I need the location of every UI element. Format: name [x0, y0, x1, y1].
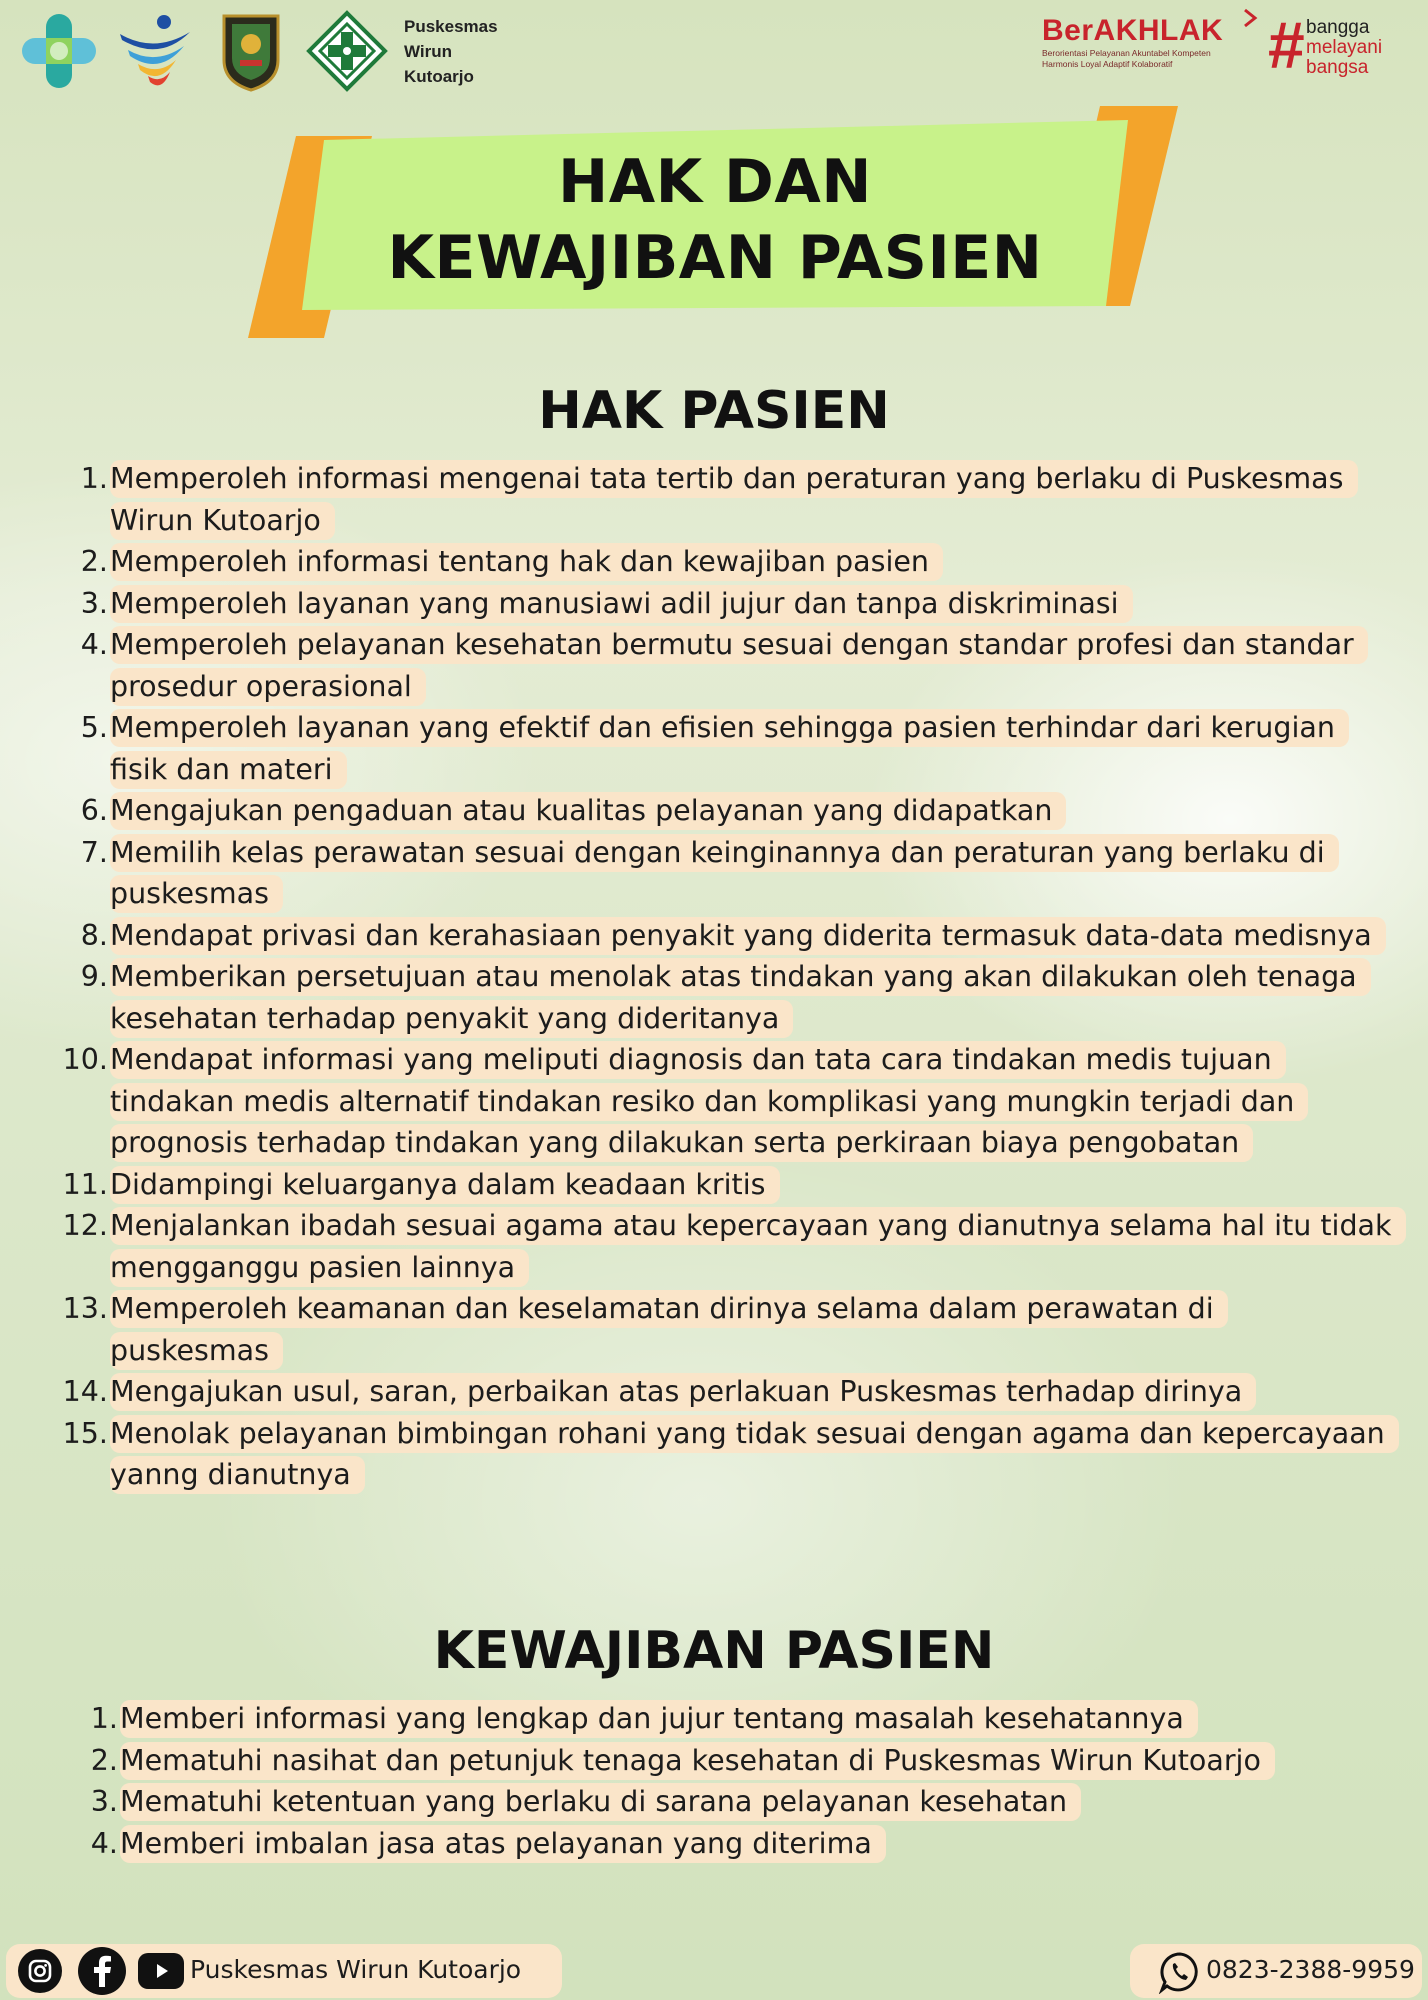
list-item-text-wrap [110, 1413, 1392, 1496]
list-item-number: 11. [62, 1167, 108, 1201]
list-item [62, 915, 1392, 957]
puskesmas-name [404, 14, 498, 89]
list-item [62, 1371, 1392, 1413]
whatsapp-icon[interactable] [1158, 1950, 1202, 1994]
list-item [62, 1164, 1392, 1206]
list-item [62, 1413, 1392, 1496]
list-item-text: Memilih kelas perawatan sesuai dengan keinginannya dan peraturan yang berlaku di puskesmas [110, 834, 1339, 914]
header-logos [18, 10, 498, 92]
list-item-number: 8. [80, 918, 108, 952]
list-item-text-wrap [110, 458, 1392, 541]
list-item [62, 541, 1392, 583]
list-item-text: Menjalankan ibadah sesuai agama atau kepercayaan yang dianutnya selama hal itu tidak mengganggu pasien lainnya [110, 1207, 1406, 1287]
list-item-text-wrap [120, 1698, 1372, 1740]
list-item-text: Didampingi keluarganya dalam keadaan kritis [110, 1166, 780, 1204]
berakhlak-subtitle: Berorientasi Pelayanan Akuntabel Kompeten [1042, 48, 1211, 58]
list-item [62, 956, 1392, 1039]
list-item [62, 707, 1392, 790]
hash-icon: # [1268, 8, 1305, 82]
list-item-text: Mendapat informasi yang meliputi diagnosis dan tata cara tindakan medis tujuan tindakan medis alternatif tindakan resiko dan komplikasi yang mungkin terjadi dan prognosis terhadap tindakan yang dilakukan serta perkiraan biaya pengobatan [110, 1041, 1308, 1162]
list-item [62, 1205, 1392, 1288]
list-item [72, 1823, 1372, 1865]
page-title [320, 144, 1110, 296]
list-item-number: 4. [90, 1826, 118, 1860]
list-item-number: 1. [90, 1702, 118, 1735]
bangga-melayani-bangsa-logo [1268, 8, 1418, 86]
list-item-number: 9. [80, 960, 108, 993]
list-item-number: 7. [80, 835, 108, 869]
facebook-icon[interactable] [78, 1947, 126, 1995]
list-item-text-wrap [120, 1781, 1372, 1823]
list-item-number: 15. [62, 1416, 108, 1450]
list-item-text: Mengajukan pengaduan atau kualitas pelayanan yang didapatkan [110, 792, 1066, 830]
bangga-word: melayani [1306, 37, 1383, 58]
kemenkes-logo [18, 10, 100, 92]
list-item-number: 5. [80, 711, 108, 744]
list-item-text-wrap [110, 1164, 1392, 1206]
list-item [72, 1698, 1372, 1740]
bangga-word: bangga [1306, 17, 1370, 38]
list-item-number: 3. [90, 1785, 118, 1818]
list-item-text: Memperoleh pelayanan kesehatan bermutu sesuai dengan standar profesi dan standar prosedur operasional [110, 626, 1368, 706]
list-item [72, 1781, 1372, 1823]
list-item-number: 13. [62, 1292, 108, 1325]
list-item [62, 583, 1392, 625]
instagram-icon[interactable] [18, 1949, 62, 1993]
list-item-text: Memperoleh keamanan dan keselamatan dirinya selama dalam perawatan di puskesmas [110, 1290, 1228, 1370]
list-item [72, 1740, 1372, 1782]
list-item-number: 4. [80, 628, 108, 661]
list-item-text-wrap [110, 790, 1392, 832]
hak-heading: HAK PASIEN [538, 381, 890, 441]
list-item-text: Memperoleh informasi mengenai tata tertib dan peraturan yang berlaku di Puskesmas Wirun Kutoarjo [110, 460, 1358, 540]
purworejo-seal-logo [210, 10, 292, 92]
list-item-text: Mematuhi nasihat dan petunjuk tenaga kesehatan di Puskesmas Wirun Kutoarjo [120, 1742, 1275, 1780]
footer-phone-number[interactable]: 0823-2388-9959 [1206, 1955, 1415, 1984]
list-item-text-wrap [110, 832, 1392, 915]
list-item-number: 6. [80, 794, 108, 827]
puskesmas-name-line: Wirun [404, 41, 453, 61]
berakhlak-logo [1042, 14, 1262, 70]
list-item-text: Memberikan persetujuan atau menolak atas tindakan yang akan dilakukan oleh tenaga kesehatan terhadap penyakit yang dideritanya [110, 958, 1371, 1038]
list-item-text: Menolak pelayanan bimbingan rohani yang tidak sesuai dengan agama dan kepercayaan yanng dianutnya [110, 1415, 1399, 1495]
list-item-text-wrap [110, 1288, 1392, 1371]
list-item [62, 624, 1392, 707]
chevron-right-icon [1242, 8, 1258, 28]
puskesmas-name-line: Kutoarjo [404, 66, 474, 86]
list-item-text-wrap [110, 1039, 1392, 1164]
list-item-text-wrap [110, 1205, 1392, 1288]
list-item-text: Memberi informasi yang lengkap dan jujur tentang masalah kesehatannya [120, 1700, 1198, 1738]
list-item-text-wrap [120, 1740, 1372, 1782]
list-item-text-wrap [110, 915, 1392, 957]
list-item-number: 14. [62, 1375, 108, 1408]
list-item-number: 2. [80, 545, 108, 578]
kewajiban-heading: KEWAJIBAN PASIEN [433, 1621, 995, 1681]
footer-account-name: Puskesmas Wirun Kutoarjo [190, 1955, 522, 1984]
germas-logo [114, 10, 196, 92]
berakhlak-title: BerAKHLAK [1042, 14, 1224, 47]
list-item-number: 1. [80, 462, 108, 495]
list-item-text-wrap [110, 541, 1392, 583]
youtube-icon[interactable] [138, 1953, 184, 1989]
list-item-number: 2. [90, 1743, 118, 1777]
puskesmas-logo [306, 10, 388, 92]
list-item [62, 1039, 1392, 1164]
list-item [62, 832, 1392, 915]
bangga-words [1306, 18, 1382, 78]
bangga-word: bangsa [1306, 57, 1369, 78]
puskesmas-name-line: Puskesmas [404, 16, 498, 36]
list-item-text-wrap [110, 707, 1392, 790]
kewajiban-list [72, 1698, 1372, 1864]
list-item-text: Mematuhi ketentuan yang berlaku di sarana pelayanan kesehatan [120, 1783, 1081, 1821]
list-item-text-wrap [110, 956, 1392, 1039]
list-item [62, 458, 1392, 541]
list-item-text: Memberi imbalan jasa atas pelayanan yang diterima [120, 1825, 886, 1863]
page-title-line: KEWAJIBAN PASIEN [387, 223, 1043, 293]
list-item-text: Memperoleh layanan yang efektif dan efisien sehingga pasien terhindar dari kerugian fisik dan materi [110, 709, 1349, 789]
page-title-line: HAK DAN [558, 147, 872, 217]
list-item-text: Mendapat privasi dan kerahasiaan penyakit yang diderita termasuk data-data medisnya [110, 917, 1386, 955]
berakhlak-subtitle: Harmonis Loyal Adaptif Kolaboratif [1042, 59, 1173, 69]
hak-list [62, 458, 1392, 1496]
list-item-text: Memperoleh layanan yang manusiawi adil jujur dan tanpa diskriminasi [110, 585, 1133, 623]
list-item [62, 790, 1392, 832]
list-item-number: 3. [80, 586, 108, 620]
list-item-text-wrap [110, 624, 1392, 707]
list-item-text: Mengajukan usul, saran, perbaikan atas perlakuan Puskesmas terhadap dirinya [110, 1373, 1256, 1411]
list-item-text-wrap [110, 583, 1392, 625]
list-item-number: 10. [62, 1043, 108, 1076]
list-item [62, 1288, 1392, 1371]
list-item-number: 12. [62, 1209, 108, 1242]
list-item-text: Memperoleh informasi tentang hak dan kewajiban pasien [110, 543, 943, 581]
list-item-text-wrap [120, 1823, 1372, 1865]
list-item-text-wrap [110, 1371, 1392, 1413]
